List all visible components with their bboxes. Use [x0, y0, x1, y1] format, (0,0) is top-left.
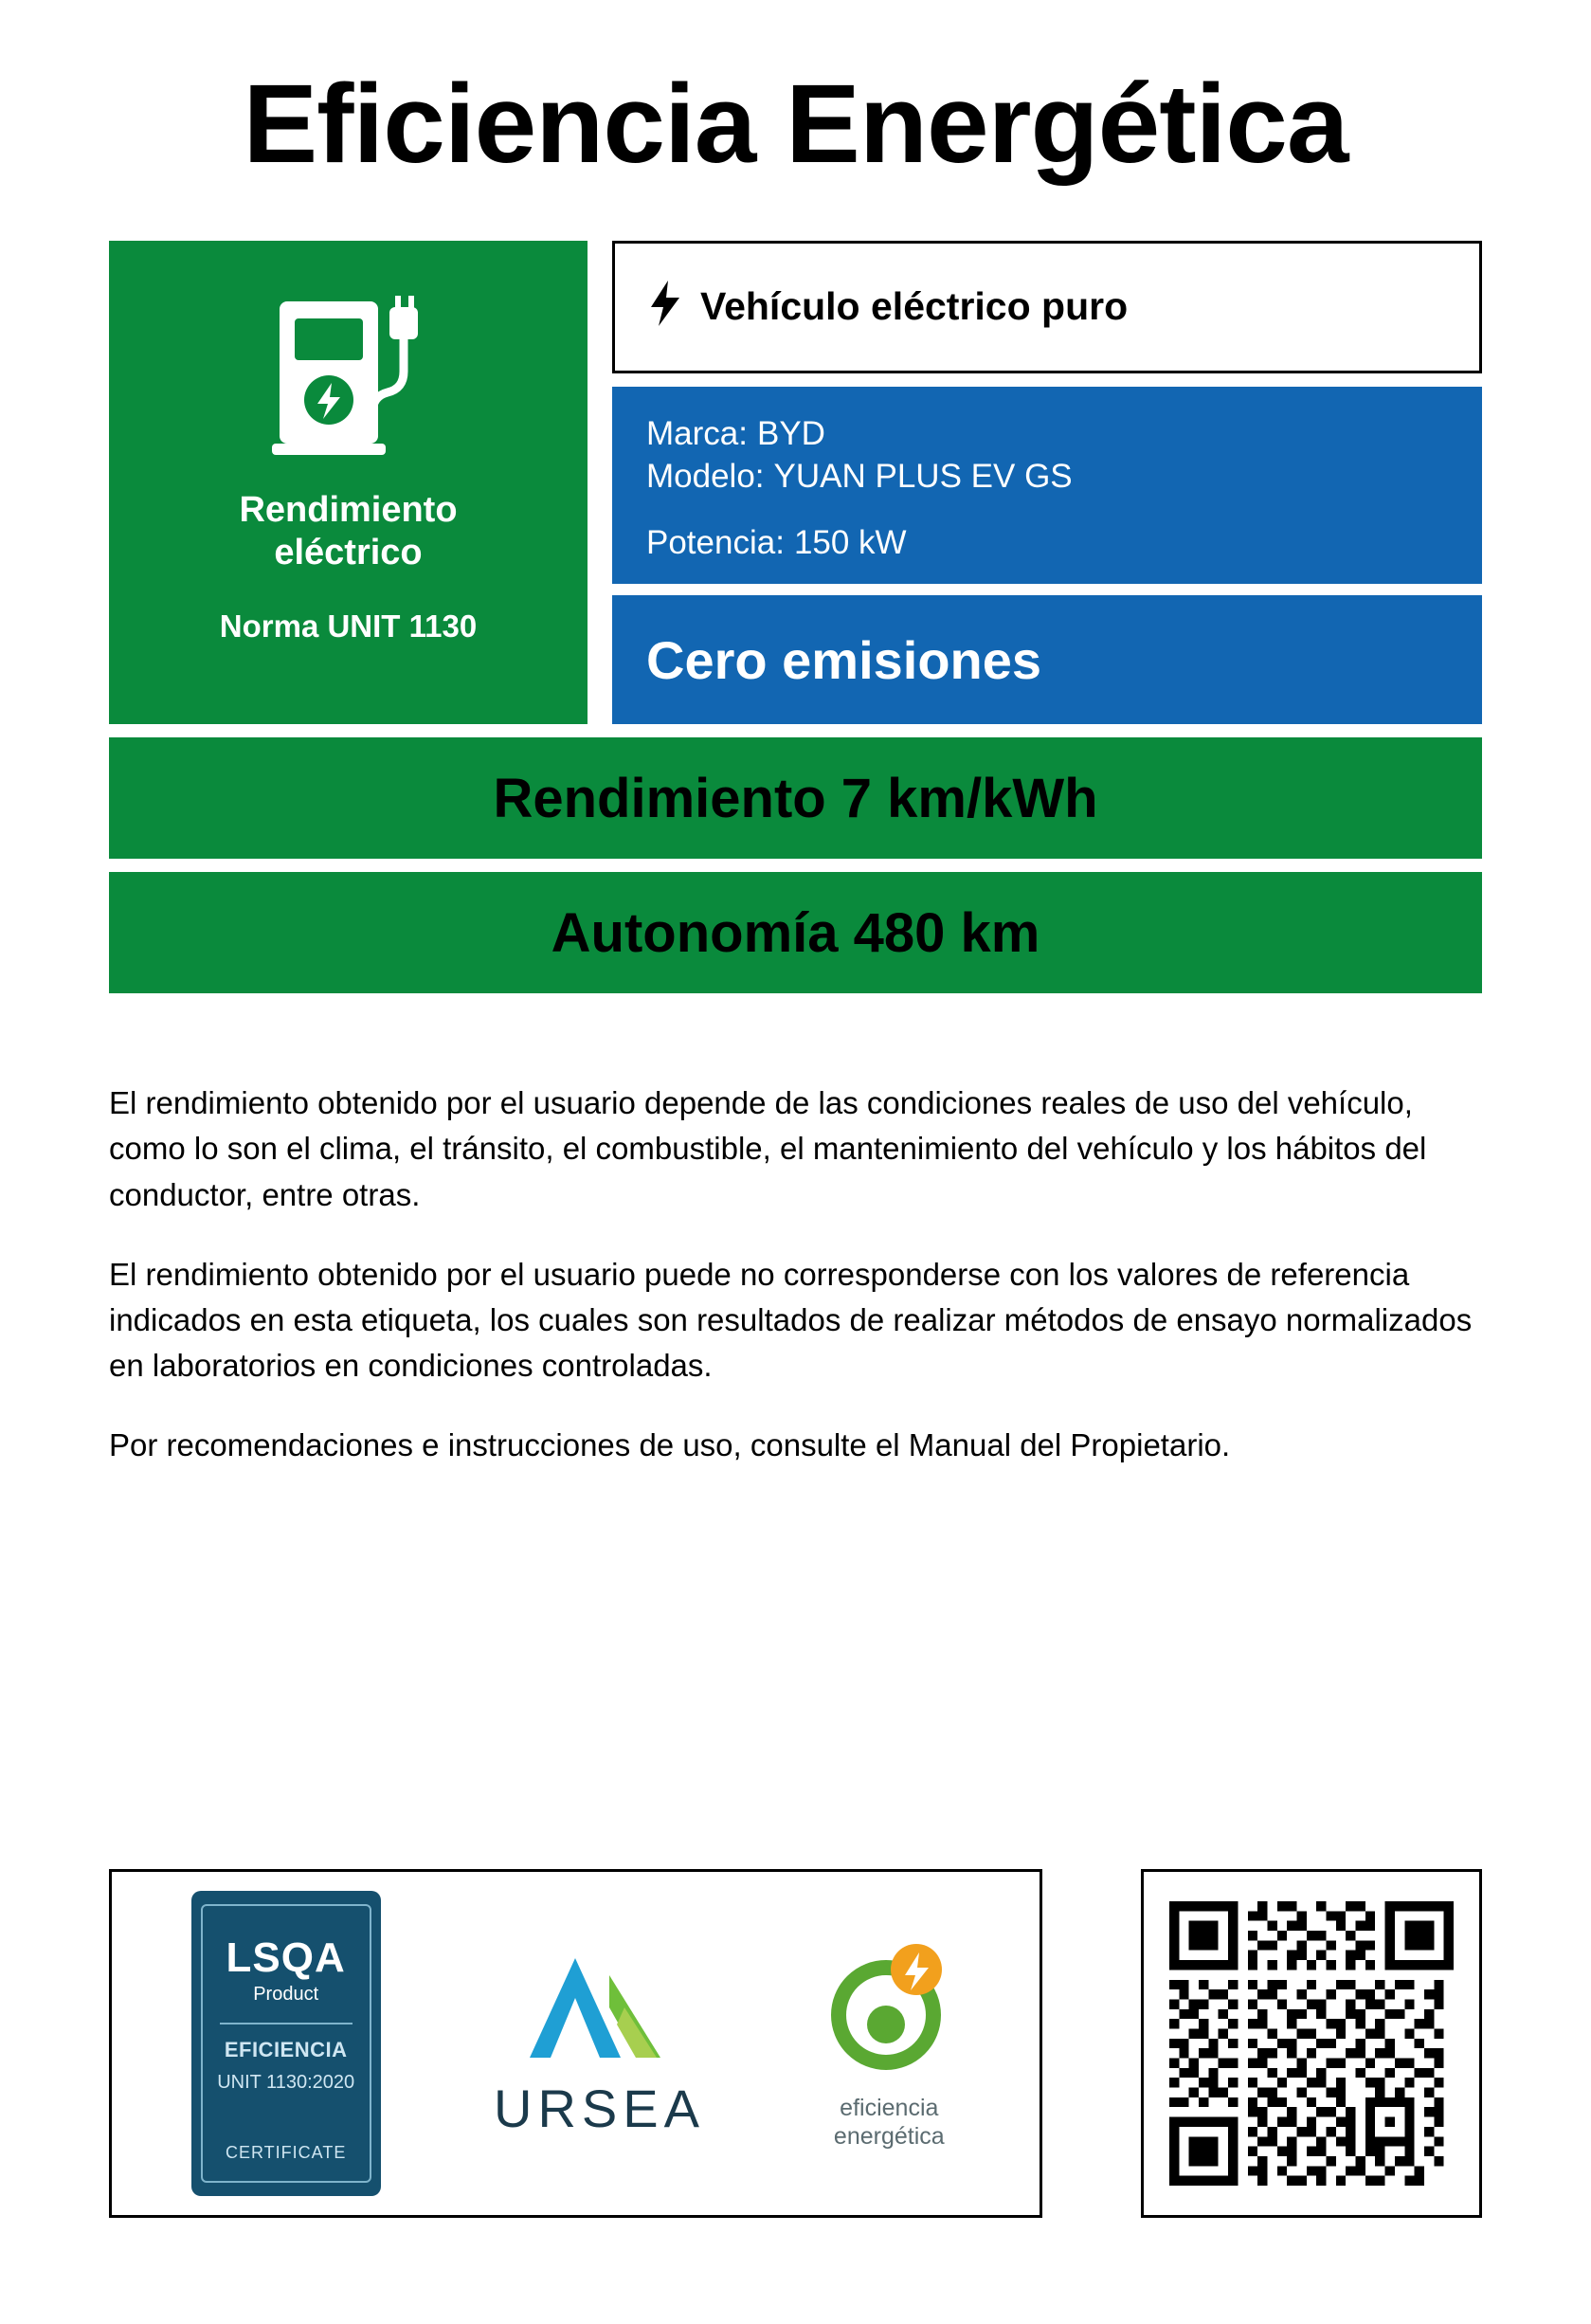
ev-charger-icon: [268, 290, 429, 470]
qr-code-box[interactable]: [1141, 1869, 1482, 2218]
ursea-logo: [494, 1949, 705, 2139]
range-bar: Autonomía 480 km: [109, 872, 1482, 993]
spec-row-marca: [646, 413, 1482, 456]
ursea-mountain-icon: [518, 1949, 679, 2072]
qr-code-icon[interactable]: [1169, 1901, 1454, 2186]
eficiencia-energetica-text: [834, 2094, 945, 2151]
lsqa-seal: [191, 1891, 381, 2196]
vehicle-spec-panel: [612, 387, 1482, 584]
lightning-bolt-icon: [649, 281, 681, 333]
spec-key-modelo: Modelo:: [646, 457, 765, 495]
note-paragraph-3: Por recomendaciones e instrucciones de uso, consulte el Manual del Propietario.: [109, 1427, 1231, 1463]
electric-performance-panel: [109, 241, 588, 724]
performance-bar: Rendimiento 7 km/kWh: [109, 737, 1482, 859]
spec-value-modelo: YUAN PLUS EV GS: [773, 457, 1073, 495]
disclaimer-notes: [109, 1080, 1482, 1468]
note-paragraph-1: El rendimiento obtenido por el usuario depende de las condiciones reales de uso del vehículo, como lo son el clima, el tránsito, el combustible, el mantenimiento del vehículo y los hábitos del conductor, entre otras.: [109, 1085, 1427, 1212]
certification-box: [109, 1869, 1042, 2218]
spec-value-potencia: 150 kW: [793, 524, 907, 562]
spec-row-modelo: [646, 456, 1482, 499]
ursea-text: URSEA: [494, 2078, 705, 2138]
standard-label: Norma UNIT 1130: [219, 608, 478, 644]
eficiencia-energetica-icon: [818, 1937, 960, 2084]
spec-key-marca: Marca:: [646, 414, 748, 452]
lsqa-divider: [220, 2023, 353, 2024]
top-information-block: [109, 241, 1482, 724]
eficiencia-line2: energética: [833, 2122, 945, 2150]
spec-key-potencia: Potencia:: [646, 524, 785, 562]
note-paragraph-2: El rendimiento obtenido por el usuario puede no corresponderse con los valores de referencia indicados en esta etiqueta, los cuales son resultados de realizar métodos de ensayo normalizados en laboratorios en condiciones controladas.: [109, 1256, 1473, 1384]
spec-spacer: [646, 498, 1482, 522]
lsqa-efficiency-text: EFICIENCIA: [224, 2038, 348, 2061]
vehicle-details-column: [612, 241, 1482, 724]
page-title: Eficiencia Energética: [243, 62, 1348, 187]
spec-row-potencia: [646, 522, 1482, 565]
footer: [109, 1869, 1482, 2218]
energy-efficiency-label: [0, 62, 1591, 2324]
lsqa-subtitle: Product: [253, 1984, 319, 2005]
zero-emissions-banner: Cero emisiones: [612, 595, 1482, 724]
performance-label-line2: eléctrico: [274, 532, 423, 572]
spec-value-marca: BYD: [756, 414, 825, 452]
performance-label-line1: Rendimiento: [239, 489, 458, 530]
vehicle-type-box: [612, 241, 1482, 373]
lsqa-certificate-text: CERTIFICATE: [226, 2143, 347, 2162]
eficiencia-energetica-logo: [818, 1937, 960, 2151]
eficiencia-line1: eficiencia: [840, 2094, 939, 2121]
lsqa-title: LSQA: [226, 1934, 346, 1981]
vehicle-type-text: Vehículo eléctrico puro: [700, 284, 1129, 329]
lsqa-unit-text: UNIT 1130:2020: [217, 2072, 355, 2093]
performance-label: [239, 489, 457, 574]
